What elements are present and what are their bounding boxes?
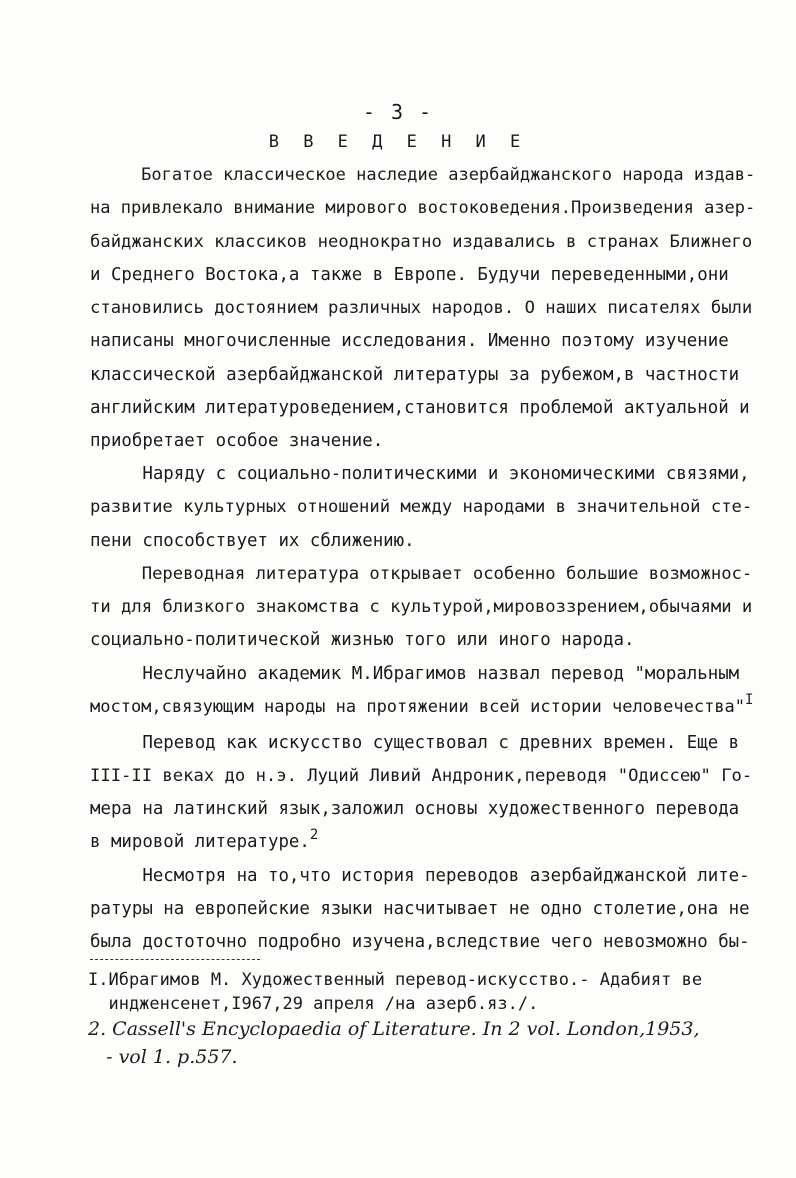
text-line-content: мостом,связующим народы на протяжении всей истории человечества": [90, 697, 746, 717]
text-line: становились достоянием различных народов. О наших писателях были: [90, 298, 753, 318]
text-line-with-footnote: [90, 827, 319, 852]
text-line: Несмотря на то,что история переводов азербайджанской лите-: [90, 866, 750, 886]
text-line: ратуры на европейские языки насчитывает не одно столетие,она не: [90, 899, 750, 919]
footnote-1-line-2: индженсенет,I967,29 апреля /на азерб.яз./.: [88, 994, 539, 1014]
footnote-2-handwritten-line-1: 2. Cassell's Encyclopaedia of Literature. In 2 vol. London,1953,: [88, 1018, 700, 1040]
footnote-2-handwritten-line-2: - vol 1. p.557.: [88, 1046, 238, 1068]
text-line: написаны многочисленные исследования. Именно поэтому изучение: [90, 331, 729, 351]
footnote-mark-2: 2: [309, 827, 319, 843]
text-line: на привлекало внимание мирового востоковедения.Произведения азер-: [90, 198, 756, 218]
text-line: Переводная литература открывает особенно большие возможнос-: [90, 564, 753, 584]
text-line: III-II веках до н.э. Луций Ливий Андроник,переводя "Одиссею" Го-: [90, 766, 753, 786]
text-line: Наряду с социально-политическими и экономическими связями,: [90, 464, 750, 484]
text-line: классической азербайджанской литературы за рубежом,в частности: [90, 365, 740, 385]
text-line: пени способствует их сближению.: [90, 531, 415, 551]
text-line: социально-политической жизнью того или иного народа.: [90, 630, 635, 650]
section-heading: В В Е Д Е Н И Е: [268, 132, 528, 152]
text-line: Перевод как искусство существовал с древних времен. Еще в: [90, 733, 740, 753]
text-line-content: в мировой литературе.: [90, 832, 310, 852]
text-line: мера на латинский язык,заложил основы художественного перевода: [90, 799, 740, 819]
footnote-mark-1: I: [745, 692, 754, 708]
text-line: и Среднего Востока,а также в Европе. Будучи переведенными,они: [90, 265, 729, 285]
text-line: развитие культурных отношений между народами в значительной сте-: [90, 497, 753, 517]
text-line: была достоточно подробно изучена,вследствие чего невозможно бы-: [90, 932, 750, 952]
footnote-1-line-1: I.Ибрагимов М. Художественный перевод-искусство.- Адабият ве: [88, 970, 703, 990]
text-line: приобретает особое значение.: [90, 431, 384, 451]
text-line: ти для близкого знакомства с культурой,мировоззрением,обычаями и: [90, 597, 753, 617]
text-line: Богатое классическое наследие азербайджанского народа издав-: [90, 165, 756, 185]
footnote-separator: [90, 959, 260, 960]
text-line-with-footnote: [90, 692, 754, 717]
page-number: - 3 -: [362, 100, 434, 124]
text-line: Неслучайно академик М.Ибрагимов назвал перевод "моральным: [90, 664, 740, 684]
text-line: английским литературоведением,становится проблемой актуальной и: [90, 398, 750, 418]
text-line: байджанских классиков неоднократно издавались в странах Ближнего: [90, 232, 753, 252]
